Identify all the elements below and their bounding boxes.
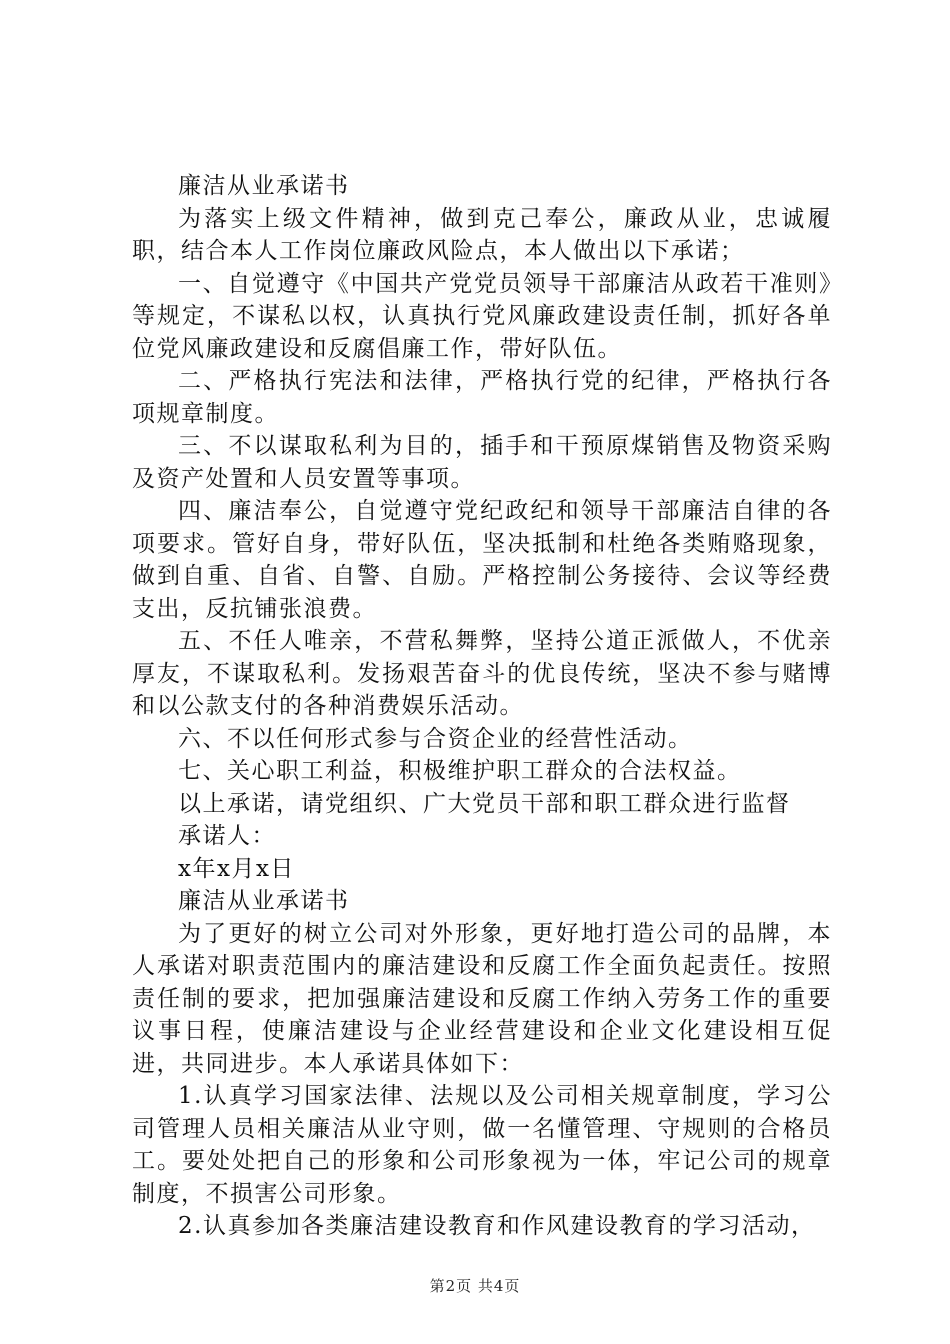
paragraph: 二、严格执行宪法和法律，严格执行党的纪律，严格执行各项规章制度。 (132, 368, 832, 427)
paragraph: 2.认真参加各类廉洁建设教育和作风建设教育的学习活动， (178, 1213, 816, 1239)
paragraph: 以上承诺，请党组织、广大党员干部和职工群众进行监督 (178, 790, 791, 817)
paragraph: 三、不以谋取私利为目的，插手和干预原煤销售及物资采购及资产处置和人员安置等事项。 (132, 433, 832, 492)
paragraph: 一、自觉遵守《中国共产党党员领导干部廉洁从政若干准则》等规定，不谋私以权，认真执行党风廉政建设责任制，抓好各单位党风廉政建设和反腐倡廉工作，带好队伍。 (132, 270, 832, 362)
paragraph: 1.认真学习国家法律、法规以及公司相关规章制度，学习公司管理人员相关廉洁从业守则，做一名懂管理、守规则的合格员工。要处处把自己的形象和公司形象视为一体，牢记公司的规章制度，不损害公司形象。 (132, 1083, 832, 1207)
paragraph: 五、不任人唯亲，不营私舞弊，坚持公道正派做人，不优亲厚友，不谋取私利。发扬艰苦奋斗的优良传统，坚决不参与赌博和以公款支付的各种消费娱乐活动。 (132, 628, 832, 719)
date-line: x年x月x日 (178, 855, 295, 882)
document-title-2: 廉洁从业承诺书 (178, 888, 350, 914)
paragraph: 七、关心职工利益，积极维护职工群众的合法权益。 (178, 758, 742, 784)
document-title: 廉洁从业承诺书 (178, 173, 350, 199)
paragraph: 六、不以任何形式参与合资企业的经营性活动。 (178, 725, 693, 752)
paragraph: 四、廉洁奉公，自觉遵守党纪政纪和领导干部廉洁自律的各项要求。管好自身，带好队伍，坚决抵制和杜绝各类贿赂现象，做到自重、自省、自警、自励。严格控制公务接待、会议等经费支出，反抗铺张浪费。 (132, 498, 832, 622)
signature-label: 承诺人： (178, 823, 276, 849)
paragraph: 为落实上级文件精神，做到克己奉公，廉政从业，忠诚履职，结合本人工作岗位廉政风险点，本人做出以下承诺； (132, 205, 832, 264)
page-number-footer: 第2页 共4页 (429, 1277, 521, 1295)
paragraph: 为了更好的树立公司对外形象，更好地打造公司的品牌，本人承诺对职责范围内的廉洁建设和反腐工作全面负起责任。按照责任制的要求，把加强廉洁建设和反腐工作纳入劳务工作的重要议事日程，使廉洁建设与企业经营建设和企业文化建设相互促进，共同进步。本人承诺具体如下： (132, 920, 832, 1077)
document-body (132, 170, 832, 1243)
